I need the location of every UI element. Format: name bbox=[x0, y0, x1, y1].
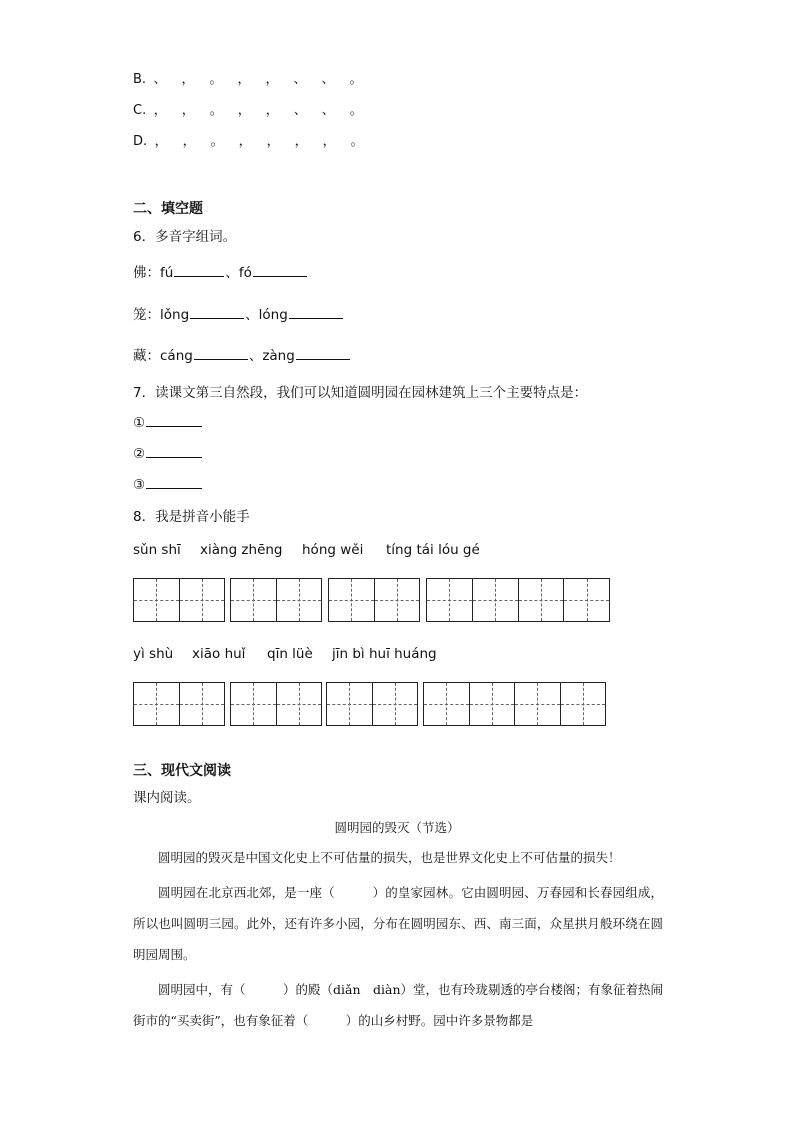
answer-blank[interactable] bbox=[194, 345, 248, 360]
q6-row-fo bbox=[133, 261, 308, 281]
writing-grid[interactable] bbox=[426, 578, 610, 622]
question-8-prompt: 8．我是拼音小能手 bbox=[133, 509, 250, 525]
question-7-prompt: 7．读课文第三自然段，我们可以知道圆明园在园林建筑上三个主要特点是： bbox=[133, 385, 588, 401]
punct-mark: ， bbox=[237, 103, 251, 118]
q7-item-number: ① bbox=[133, 415, 146, 431]
pinyin-label: qīn lüè bbox=[267, 646, 313, 662]
pinyin-label: jīn bì huī huáng bbox=[332, 646, 437, 662]
answer-blank[interactable] bbox=[146, 412, 202, 427]
q7-item-3 bbox=[133, 474, 203, 493]
punct-mark: 、 bbox=[293, 103, 307, 118]
pinyin-label: hóng wěi bbox=[302, 542, 364, 558]
punct-mark: ， bbox=[181, 103, 195, 118]
punct-mark: ， bbox=[182, 134, 196, 149]
q6-pinyin-a: lǒng bbox=[160, 307, 190, 323]
punct-mark: 。 bbox=[209, 103, 223, 118]
answer-blank[interactable] bbox=[190, 304, 244, 319]
q6-pinyin-a: cáng bbox=[160, 348, 193, 364]
passage-body bbox=[133, 842, 663, 1036]
q6-char: 笼： bbox=[133, 307, 160, 323]
section-heading-reading: 三、现代文阅读 bbox=[133, 763, 231, 779]
option-letter: D. bbox=[133, 134, 148, 149]
section-heading-fill-blank: 二、填空题 bbox=[133, 201, 203, 217]
q6-sep: 、 bbox=[248, 348, 263, 364]
punct-mark: 。 bbox=[350, 134, 364, 149]
option-b bbox=[133, 68, 370, 87]
writing-grid[interactable] bbox=[328, 578, 420, 622]
option-letter: B. bbox=[133, 72, 147, 87]
option-c bbox=[133, 99, 370, 118]
punct-mark: 。 bbox=[349, 72, 363, 87]
pinyin-label: xiàng zhēng bbox=[200, 542, 283, 558]
q7-item-number: ③ bbox=[133, 477, 146, 493]
writing-grid[interactable] bbox=[133, 682, 225, 726]
punct-mark: ， bbox=[266, 134, 280, 149]
writing-grid[interactable] bbox=[326, 682, 418, 726]
pinyin-label: yì shù bbox=[133, 646, 174, 662]
writing-grid[interactable] bbox=[230, 578, 322, 622]
punct-mark: ， bbox=[322, 134, 336, 149]
answer-blank[interactable] bbox=[289, 304, 343, 319]
punct-mark: ， bbox=[265, 72, 279, 87]
punct-mark: 。 bbox=[349, 103, 363, 118]
passage-title: 圆明园的毁灭（节选） bbox=[334, 820, 460, 835]
writing-grid[interactable] bbox=[423, 682, 606, 726]
punct-mark: ， bbox=[237, 72, 251, 87]
punct-mark: 。 bbox=[209, 72, 223, 87]
q6-sep: 、 bbox=[245, 307, 259, 323]
q6-char: 藏： bbox=[133, 348, 160, 364]
pinyin-label: sǔn shī bbox=[133, 542, 181, 558]
q6-row-cang bbox=[133, 344, 351, 364]
answer-blank[interactable] bbox=[174, 262, 224, 277]
answer-blank[interactable] bbox=[296, 345, 350, 360]
punct-mark: ， bbox=[154, 134, 168, 149]
punct-mark: ， bbox=[153, 103, 167, 118]
passage-paragraph-3: 圆明园中，有（ ）的殿（diǎn diàn）堂，也有玲珑剔透的亭台楼阁；有象征着热闹街市的“买卖街”，也有象征着（ ）的山乡村野。园中许多景物都是 bbox=[133, 982, 664, 1028]
punct-mark: ， bbox=[181, 72, 195, 87]
q6-pinyin-b: fó bbox=[238, 265, 252, 281]
q6-sep: 、 bbox=[225, 265, 239, 281]
q7-item-2 bbox=[133, 443, 203, 462]
answer-blank[interactable] bbox=[146, 443, 202, 458]
punct-mark: 、 bbox=[321, 72, 335, 87]
writing-grid[interactable] bbox=[230, 682, 322, 726]
punct-mark: 、 bbox=[293, 72, 307, 87]
q7-item-1 bbox=[133, 412, 203, 431]
q6-pinyin-b: zàng bbox=[262, 348, 295, 364]
answer-blank[interactable] bbox=[146, 474, 202, 489]
pinyin-label: xiāo huǐ bbox=[192, 646, 246, 662]
q6-pinyin-a: fú bbox=[160, 265, 174, 281]
option-d bbox=[133, 130, 371, 149]
answer-blank[interactable] bbox=[253, 262, 307, 277]
question-6-prompt: 6．多音字组词。 bbox=[133, 229, 237, 245]
punct-mark: ， bbox=[238, 134, 252, 149]
punct-mark: 。 bbox=[210, 134, 224, 149]
punct-mark: 、 bbox=[321, 103, 335, 118]
passage-paragraph-1: 圆明园的毁灭是中国文化史上不可估量的损失，也是世界文化史上不可估量的损失！ bbox=[158, 850, 621, 865]
pinyin-label: tíng tái lóu gé bbox=[386, 542, 480, 558]
q6-row-long bbox=[133, 303, 344, 323]
option-letter: C. bbox=[133, 103, 147, 118]
writing-grid[interactable] bbox=[133, 578, 225, 622]
punct-mark: 、 bbox=[153, 72, 167, 87]
passage-paragraph-2: 圆明园在北京西北郊，是一座（ ）的皇家园林。它由圆明园、万春园和长春园组成，所以也叫圆明三园。此外，还有许多小园，分布在圆明园东、西、南三面，众星拱月般环绕在圆明园周围。 bbox=[133, 885, 663, 962]
q6-char: 佛： bbox=[133, 265, 160, 281]
reading-subtitle: 课内阅读。 bbox=[133, 790, 201, 806]
punct-mark: ， bbox=[294, 134, 308, 149]
q7-item-number: ② bbox=[133, 446, 146, 462]
q6-pinyin-b: lóng bbox=[258, 307, 288, 323]
punct-mark: ， bbox=[265, 103, 279, 118]
